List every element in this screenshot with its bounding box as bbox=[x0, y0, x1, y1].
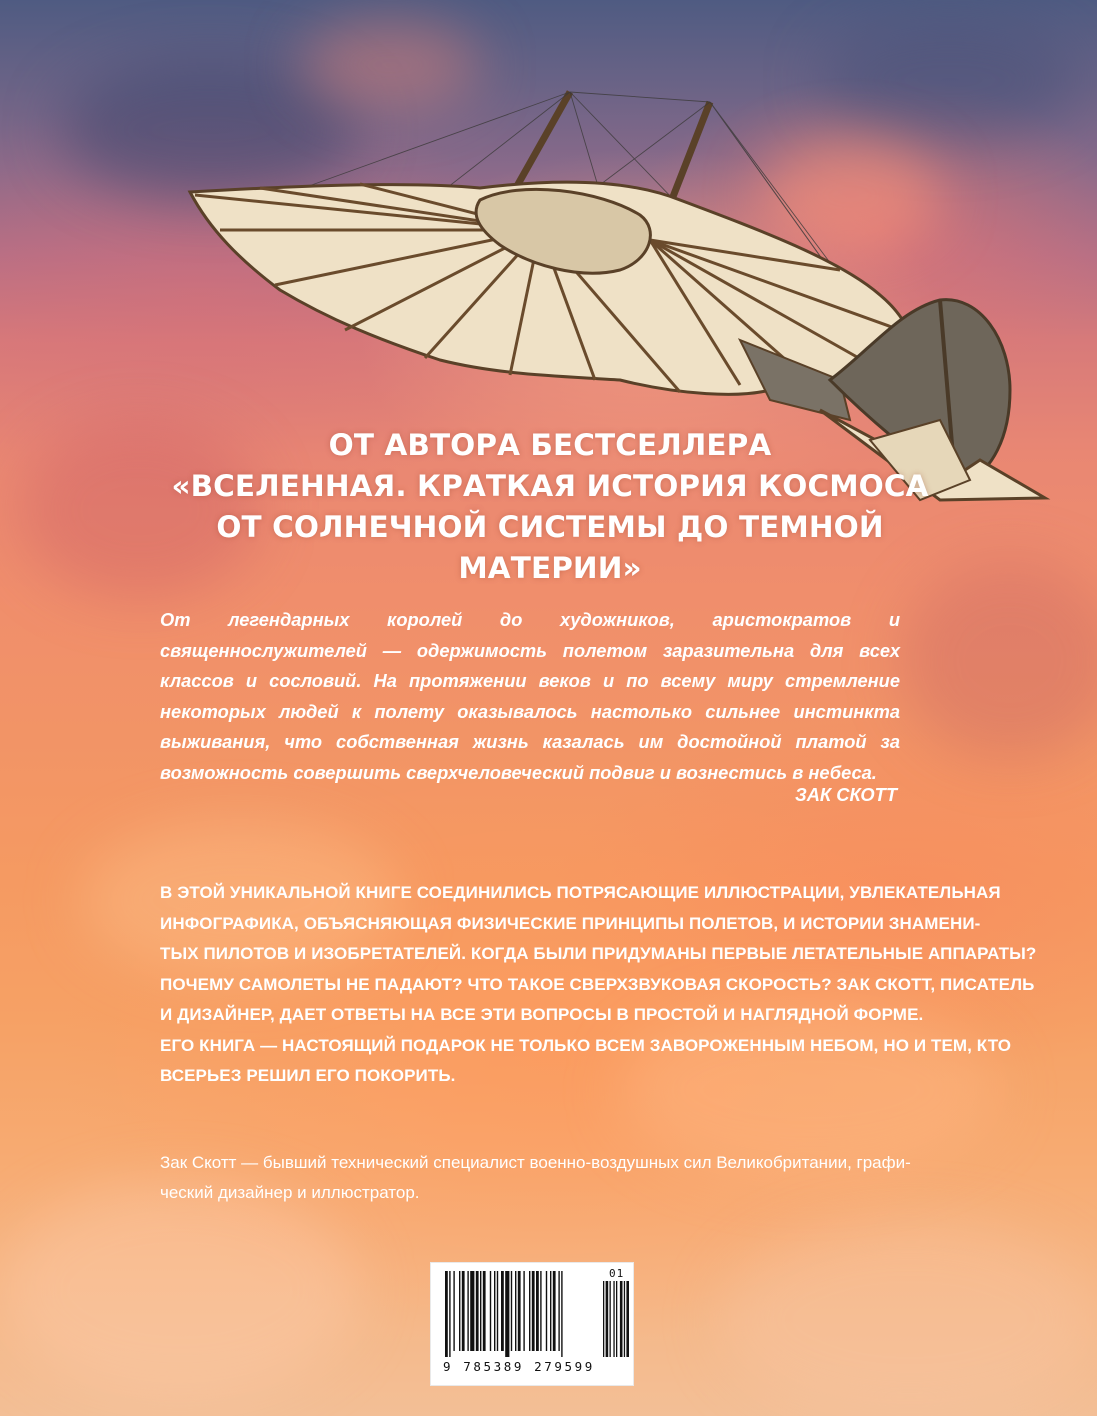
barcode-bar bbox=[511, 1271, 512, 1351]
barcode-bar bbox=[453, 1271, 454, 1351]
author-quote: От легендарных королей до художников, аристократов и священнослужителей — одержимость полетом заразительна для всех классов и сословий. На протяжении веков и по всему миру стремление некоторых людей к полету оказывалось настолько сильнее инстинкта выживания, что собственная жизнь казалась им достойной платой за возможность совершить сверхчеловеческий подвиг и вознестись в небеса. bbox=[160, 609, 900, 783]
barcode-bar bbox=[476, 1271, 479, 1351]
cloud bbox=[0, 1180, 360, 1400]
description-line: ТЫХ ПИЛОТОВ И ИЗОБРЕТАТЕЛЕЙ. КОГДА БЫЛИ ПРИДУМАНЫ ПЕРВЫЕ ЛЕТАТЕЛЬНЫЕ АППАРАТЫ? bbox=[160, 944, 1037, 963]
barcode-addon-bar bbox=[624, 1281, 625, 1357]
barcode-bar bbox=[445, 1271, 448, 1357]
isbn-barcode bbox=[430, 1262, 634, 1386]
barcode-addon-digits: 01 bbox=[609, 1267, 625, 1280]
barcode-bar bbox=[467, 1271, 468, 1351]
barcode-bar bbox=[561, 1271, 562, 1357]
barcode-addon-bar bbox=[603, 1281, 604, 1357]
barcode-bar bbox=[546, 1271, 547, 1351]
barcode-bar bbox=[536, 1271, 539, 1351]
description-line: И ДИЗАЙНЕР, ДАЕТ ОТВЕТЫ НА ВСЕ ЭТИ ВОПРОСЫ В ПРОСТОЙ И НАГЛЯДНОЙ ФОРМЕ. bbox=[160, 1005, 924, 1024]
description-line: В ЭТОЙ УНИКАЛЬНОЙ КНИГЕ СОЕДИНИЛИСЬ ПОТРЯСАЮЩИЕ ИЛЛЮСТРАЦИИ, УВЛЕКАТЕЛЬНАЯ bbox=[160, 883, 1001, 902]
bio-line: Зак Скотт — бывший технический специалист военно-воздушных сил Великобритании, графи- bbox=[160, 1153, 911, 1172]
headline-line: ОТ АВТОРА БЕСТСЕЛЛЕРА bbox=[328, 428, 772, 462]
barcode-bar bbox=[558, 1271, 559, 1351]
barcode-bar bbox=[497, 1271, 498, 1351]
barcode-addon-bar bbox=[606, 1281, 609, 1357]
barcode-bar bbox=[462, 1271, 465, 1351]
barcode-addon-bar bbox=[620, 1281, 623, 1357]
barcode-bar bbox=[550, 1271, 551, 1351]
barcode-bar bbox=[470, 1271, 474, 1351]
barcode-bar bbox=[515, 1271, 516, 1351]
bio-line: ческий дизайнер и иллюстратор. bbox=[160, 1183, 420, 1202]
barcode-bar bbox=[480, 1271, 481, 1351]
barcode-bar bbox=[483, 1271, 486, 1351]
author-bio bbox=[160, 1148, 911, 1208]
cloud bbox=[900, 560, 1097, 760]
barcode-addon-bar bbox=[610, 1281, 611, 1357]
headline-line: МАТЕРИИ» bbox=[458, 551, 642, 585]
headline bbox=[150, 425, 950, 589]
description-line: ЕГО КНИГА — НАСТОЯЩИЙ ПОДАРОК НЕ ТОЛЬКО ВСЕМ ЗАВОРОЖЕННЫМ НЕБОМ, НО И ТЕМ, КТО bbox=[160, 1035, 1012, 1055]
headline-line: ОТ СОЛНЕЧНОЙ СИСТЕМЫ ДО ТЕМНОЙ bbox=[216, 510, 884, 544]
barcode-bar bbox=[553, 1271, 556, 1351]
headline-line: «ВСЕЛЕННАЯ. КРАТКАЯ ИСТОРИЯ КОСМОСА bbox=[171, 469, 929, 503]
description-line: ИНФОГРАФИКА, ОБЪЯСНЯЮЩАЯ ФИЗИЧЕСКИЕ ПРИНЦИПЫ ПОЛЕТОВ, И ИСТОРИИ ЗНАМЕНИ- bbox=[160, 913, 981, 933]
barcode-digits: 9 785389 279599 bbox=[443, 1359, 595, 1374]
barcode-bar bbox=[501, 1271, 504, 1351]
quote-author: ЗАК СКОТТ bbox=[794, 784, 897, 805]
barcode-bar bbox=[490, 1271, 491, 1351]
barcode-bar bbox=[449, 1271, 450, 1357]
cloud bbox=[720, 1220, 1097, 1416]
barcode-bar bbox=[505, 1271, 509, 1357]
barcode-bar bbox=[518, 1271, 521, 1351]
description-line: ВСЕРЬЕЗ РЕШИЛ ЕГО ПОКОРИТЬ. bbox=[160, 1066, 456, 1085]
description-line: ПОЧЕМУ САМОЛЕТЫ НЕ ПАДАЮТ? ЧТО ТАКОЕ СВЕРХЗВУКОВАЯ СКОРОСТЬ? ЗАК СКОТТ, ПИСАТЕЛЬ bbox=[160, 974, 1035, 994]
barcode-addon-bar bbox=[616, 1281, 617, 1357]
barcode-bar bbox=[540, 1271, 541, 1351]
barcode-bar bbox=[523, 1271, 524, 1351]
barcode-bar bbox=[459, 1271, 460, 1351]
barcode-bar bbox=[529, 1271, 530, 1351]
book-description bbox=[160, 878, 1037, 1092]
barcode-bar bbox=[532, 1271, 535, 1351]
barcode-bar bbox=[494, 1271, 495, 1351]
barcode-addon-bar bbox=[626, 1281, 629, 1357]
barcode-addon-bar bbox=[613, 1281, 614, 1357]
